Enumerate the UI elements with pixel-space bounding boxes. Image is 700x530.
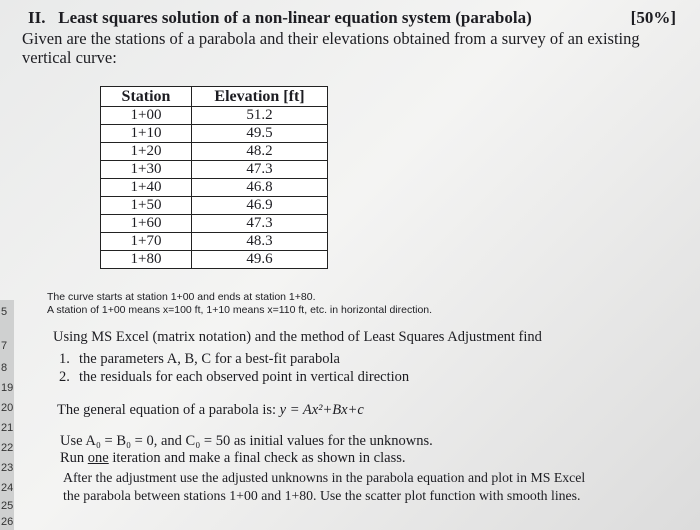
- list-item: [59, 369, 409, 386]
- elevation-cell: 51.2: [192, 107, 328, 125]
- elevation-cell: 46.8: [192, 179, 328, 197]
- table-row: [101, 215, 328, 233]
- station-cell: 1+50: [101, 197, 192, 215]
- section-number: II.: [28, 8, 46, 27]
- table-row: [101, 251, 328, 269]
- station-cell: 1+80: [101, 251, 192, 269]
- col-header-elevation: Elevation [ft]: [192, 87, 328, 107]
- note-line-1: The curve starts at station 1+00 and ends at station 1+80.: [47, 291, 316, 303]
- elevation-cell: 49.5: [192, 125, 328, 143]
- row-number: 25: [1, 500, 14, 512]
- iteration-post: iteration and make a final check as shown in class.: [108, 450, 406, 466]
- table-row: [101, 197, 328, 215]
- list-item-text: the parameters A, B, C for a best-fit parabola: [79, 351, 340, 367]
- final-line-2: the parabola between stations 1+00 and 1+80. Use the scatter plot function with smooth lines.: [63, 488, 581, 503]
- note-line-2: A station of 1+00 means x=100 ft, 1+10 means x=110 ft, etc. in horizontal direction.: [47, 304, 433, 316]
- section-title: Least squares solution of a non-linear equation system (parabola): [58, 8, 532, 27]
- row-number: 21: [1, 422, 14, 434]
- station-cell: 1+70: [101, 233, 192, 251]
- station-cell: 1+40: [101, 179, 192, 197]
- elevation-cell: 49.6: [192, 251, 328, 269]
- table-row: [101, 161, 328, 179]
- elevation-cell: 48.2: [192, 143, 328, 161]
- row-number: 22: [1, 442, 14, 454]
- initial-values: Use A₀ = B₀ = 0, and C₀ = 50 as initial values for the unknowns.: [60, 433, 433, 449]
- col-header-station: Station: [101, 87, 192, 107]
- table-row: [101, 179, 328, 197]
- instructions-intro: Using MS Excel (matrix notation) and the method of Least Squares Adjustment find: [53, 329, 542, 345]
- station-cell: 1+30: [101, 161, 192, 179]
- section-heading: [28, 8, 676, 28]
- elevation-cell: 47.3: [192, 161, 328, 179]
- row-number: 19: [1, 382, 14, 394]
- list-item: [59, 351, 340, 368]
- station-note: [47, 291, 432, 317]
- elevation-cell: 48.3: [192, 233, 328, 251]
- row-number: 5: [1, 306, 8, 318]
- station-cell: 1+60: [101, 215, 192, 233]
- row-number-gutter: [0, 300, 14, 530]
- row-number: 7: [1, 340, 8, 352]
- station-cell: 1+20: [101, 143, 192, 161]
- equation: y = Ax²+Bx+c: [279, 402, 364, 418]
- list-item-number: 1.: [59, 351, 70, 367]
- row-number: 8: [1, 362, 8, 374]
- row-number: 20: [1, 402, 14, 414]
- iteration-emphasis: one: [87, 450, 109, 466]
- iteration-line: [60, 449, 405, 467]
- table-row: [101, 143, 328, 161]
- equation-label: The general equation of a parabola is:: [57, 402, 277, 418]
- list-item-number: 2.: [59, 369, 70, 385]
- table-header-row: [101, 87, 328, 107]
- table-row: [101, 233, 328, 251]
- intro-text: Given are the stations of a parabola and their elevations obtained from a survey of an existing vertical curve:: [22, 29, 640, 67]
- final-line-1: After the adjustment use the adjusted unknowns in the parabola equation and plot in MS Excel: [63, 470, 586, 485]
- row-number: 24: [1, 482, 14, 494]
- station-cell: 1+00: [101, 107, 192, 125]
- station-cell: 1+10: [101, 125, 192, 143]
- station-elevation-table: [100, 86, 328, 269]
- row-number: 26: [1, 516, 14, 528]
- elevation-cell: 47.3: [192, 215, 328, 233]
- elevation-cell: 46.9: [192, 197, 328, 215]
- section-weight: [50%]: [630, 8, 676, 27]
- table-row: [101, 107, 328, 125]
- list-item-text: the residuals for each observed point in vertical direction: [79, 369, 410, 385]
- iteration-pre: Run: [60, 450, 88, 466]
- table-row: [101, 125, 328, 143]
- equation-line: [57, 401, 364, 419]
- row-number: 23: [1, 462, 14, 474]
